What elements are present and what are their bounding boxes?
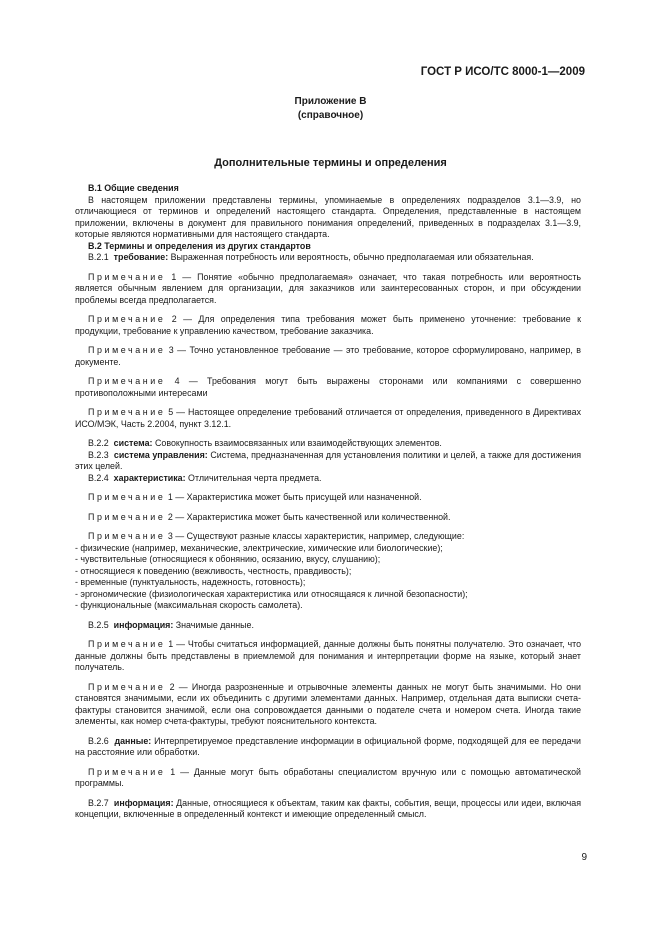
note: Примечание 5 — Настоящее определение требований отличается от определения, приведенного в Директивах ИСО/МЭК, Часть 2.2004, пункт 3.12.1.	[75, 407, 582, 429]
note-label: Примечание	[88, 376, 166, 386]
term-name: характеристика:	[113, 472, 186, 483]
note: Примечание 3 — Точно установленное требование — это требование, которое сформулировано, например, в документе.	[75, 345, 581, 367]
characteristics-list	[75, 543, 581, 612]
note: Примечание 1 — Данные могут быть обработаны специалистом вручную или с помощью автоматической программы.	[75, 766, 582, 788]
annex-heading	[0, 95, 661, 123]
note: Примечание 2 — Характеристика может быть качественной или количественной.	[88, 511, 451, 522]
note-label: Примечание	[88, 271, 166, 282]
term-name: информация:	[113, 797, 174, 808]
term-definition: Выраженная потребность или вероятность, обычно предполагаемая или обязательная.	[170, 252, 534, 262]
section-b1-heading: В.1 Общие сведения	[88, 183, 179, 193]
term-definition: Значимые данные.	[175, 619, 254, 630]
term-name: информация:	[113, 619, 174, 630]
term-entry: В.2.2 система: Совокупность взаимосвязанных или взаимодействующих элементов.	[88, 438, 442, 448]
term-entry: В.2.7 информация: Данные, относящиеся к объектам, таким как факты, события, вещи, процессы или идеи, включая концепции, включенные в определенный контекст и имеющие определенный смысл.	[75, 797, 582, 819]
term-entry: В.2.3 система управления: Система, предназначенная для установления политики и целей, а также для достижения этих целей.	[75, 449, 581, 471]
section-b2-heading: В.2 Термины и определения из других стандартов	[88, 240, 311, 251]
list-item: - относящиеся к поведению (вежливость, честность, правдивость);	[75, 565, 352, 576]
note-label: Примечание	[88, 314, 166, 324]
term-definition: Система, предназначенная для установления политики и целей, а также для достижения этих целей.	[75, 449, 581, 471]
note-label: Примечание	[88, 345, 166, 355]
term-entry: В.2.5 информация: Значимые данные.	[88, 619, 254, 630]
list-item: - чувствительные (относящиеся к обонянию, осязанию, вкусу, слушанию);	[75, 554, 381, 564]
list-item: - физические (например, механические, электрические, химические или биологические);	[75, 542, 443, 553]
term-name: данные:	[114, 735, 152, 746]
term-name: система:	[113, 438, 153, 448]
term-definition: Интерпретируемое представление информации в официальной форме, подходящей для ее передачи на расстояние или обработки.	[75, 735, 581, 757]
annex-title: Дополнительные термины и определения	[214, 157, 447, 169]
note: Примечание 2 — Иногда разрозненные и отрывочные элементы данных не могут быть значимыми. Но они становятся значимыми, если их объединить с другими элементами данных. Например, отдельная дата выписки счета-фактуры становится значимой, если она сопровождается данными о подателе счета и номером счета. Иногда такие элементы, как номер счета-фактуры, требуют пояснительного контекста.	[75, 681, 582, 726]
term-definition: Отличительная черта предмета.	[188, 472, 322, 483]
note-label: Примечание	[88, 639, 166, 649]
note: Примечание 3 — Существуют разные классы характеристик, например, следующие:	[88, 531, 465, 541]
term-entry: В.2.6 данные: Интерпретируемое представление информации в официальной форме, подходящей для ее передачи на расстояние или обработки.	[75, 735, 581, 757]
term-definition: Данные, относящиеся к объектам, таким как факты, события, вещи, процессы или идеи, включая концепции, включенные в определенный контекст и имеющие определенный смысл.	[75, 797, 582, 819]
note: Примечание 1 — Понятие «обычно предполагаемая» означает, что такая потребность или вероятность является обычным явлением для организации, для заказчиков или заинтересованных сторон, и при обсуждении проблемы всегда предполагается.	[75, 271, 582, 305]
note: Примечание 4 — Требования могут быть выражены сторонами или компаниями с совершенно противоположными интересами	[75, 376, 582, 398]
note-label: Примечание	[88, 681, 166, 692]
standard-designation: ГОСТ Р ИСО/ТС 8000-1—2009	[420, 66, 585, 78]
annex-label: Приложение В	[294, 96, 367, 107]
note: Примечание 2 — Для определения типа требования может быть применено уточнение: требование к продукции, требование к управлению качеством, требование заказчика.	[75, 314, 581, 336]
term-entry: В.2.1 требование: Выраженная потребность или вероятность, обычно предполагаемая или обязательная.	[88, 252, 534, 262]
note-label: Примечание	[88, 492, 166, 502]
term-definition: Совокупность взаимосвязанных или взаимодействующих элементов.	[154, 438, 442, 448]
section-b1-text: В настоящем приложении представлены термины, упоминаемые в определениях подразделов 3.1—3.9, но отличающиеся от терминов и определений настоящего стандарта. Определения, представленные в настоящем приложении, включены в документ для правильного понимания определений, приведенных в подразделах 3.1—3.9, которые являются нормативными для настоящего стандарта.	[75, 194, 581, 239]
note: Примечание 1 — Чтобы считаться информацией, данные должны быть понятны получателю. Это означает, что данные должны быть представлены в приемлемой для понимания и интерпретации форме на языке, который знает получатель.	[75, 639, 582, 672]
note: Примечание 1 — Характеристика может быть присущей или назначенной.	[88, 492, 422, 502]
list-item: - эргономические (физиологическая характеристика или относящаяся к личной безопасности);	[75, 588, 468, 599]
page-number: 9	[581, 852, 587, 863]
note-label: Примечание	[88, 511, 166, 522]
note-label: Примечание	[88, 531, 166, 541]
list-item: - временные (пунктуальность, надежность, готовность);	[75, 577, 306, 587]
term-entry: В.2.4 характеристика: Отличительная черта предмета.	[88, 472, 322, 483]
term-name: требование:	[113, 252, 169, 262]
note-label: Примечание	[88, 766, 166, 777]
term-name: система управления:	[113, 449, 208, 460]
note-label: Примечание	[88, 407, 166, 417]
annex-type: (справочное)	[297, 110, 364, 121]
document-body	[75, 183, 581, 821]
list-item: - функциональные (максимальная скорость самолета).	[75, 600, 303, 610]
